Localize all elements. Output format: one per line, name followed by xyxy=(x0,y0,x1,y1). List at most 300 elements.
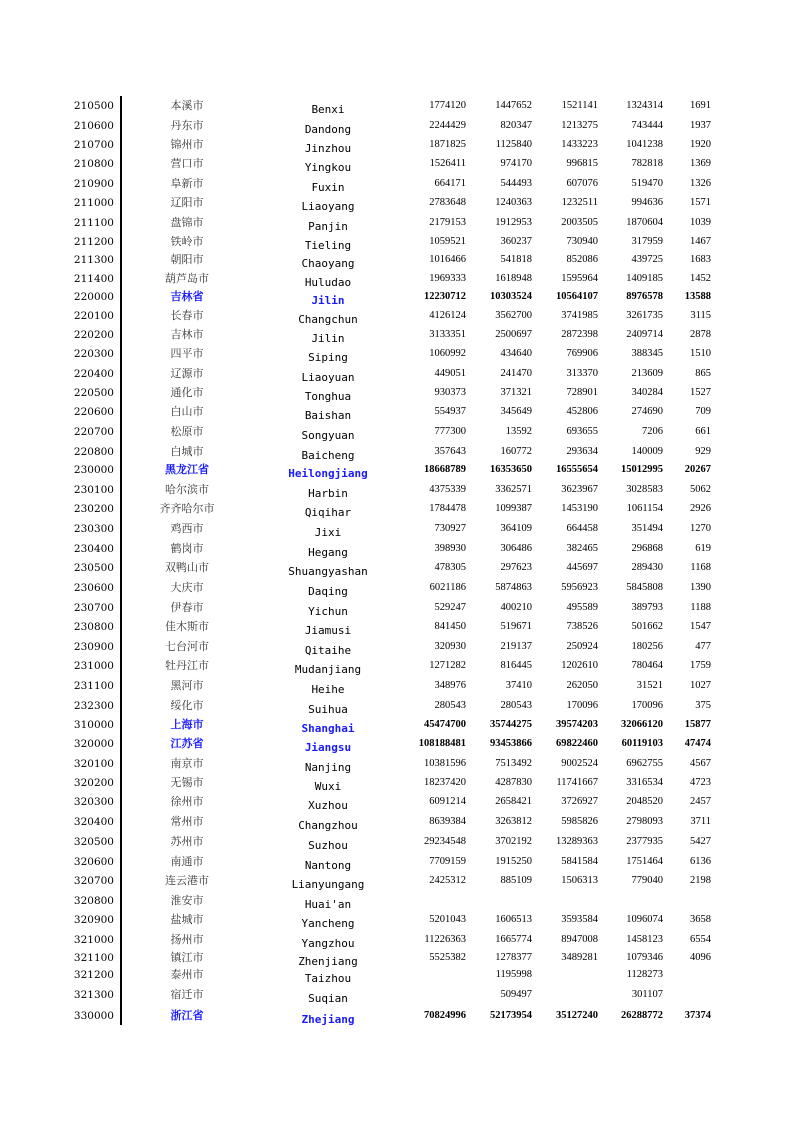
row-value-1: 108188481 xyxy=(418,738,466,749)
row-value-5: 619 xyxy=(695,543,711,554)
row-name-cn: 佳木斯市 xyxy=(165,620,209,633)
row-code: 320100 xyxy=(73,758,114,770)
row-name-en: Heihe xyxy=(311,683,345,696)
row-value-1: 777300 xyxy=(434,426,466,437)
row-code: 220400 xyxy=(73,368,114,380)
row-value-4: 7206 xyxy=(642,426,663,437)
row-value-2: 13592 xyxy=(505,426,532,437)
row-value-1: 6091214 xyxy=(429,796,466,807)
row-value-2: 544493 xyxy=(500,178,532,189)
row-value-4: 1061154 xyxy=(626,503,663,514)
row-value-5: 1691 xyxy=(690,100,711,111)
row-value-3: 1213275 xyxy=(561,120,598,131)
row-value-2: 816445 xyxy=(500,660,532,671)
row-name-cn: 七台河市 xyxy=(165,640,209,653)
row-code: 220300 xyxy=(73,348,114,360)
row-value-4: 1096074 xyxy=(626,914,663,925)
row-value-1: 18237420 xyxy=(424,777,466,788)
row-value-2: 974170 xyxy=(500,158,532,169)
row-code: 320900 xyxy=(73,914,114,926)
row-value-4: 1324314 xyxy=(626,100,663,111)
row-value-3: 2003505 xyxy=(561,217,598,228)
row-name-cn: 通化市 xyxy=(170,386,204,399)
row-value-3: 262050 xyxy=(566,680,598,691)
city-row xyxy=(0,657,794,675)
row-value-3: 5985826 xyxy=(561,816,598,827)
row-value-3: 1202610 xyxy=(561,660,598,671)
row-code: 230500 xyxy=(73,562,114,574)
row-code: 220200 xyxy=(73,329,114,341)
row-value-5: 1326 xyxy=(690,178,711,189)
row-code: 232300 xyxy=(73,700,114,712)
row-value-4: 180256 xyxy=(631,641,663,652)
row-value-5: 2926 xyxy=(690,503,711,514)
row-name-en: Baicheng xyxy=(301,449,355,462)
row-name-cn: 黑龙江省 xyxy=(165,463,209,476)
row-value-5: 1188 xyxy=(690,602,711,613)
row-code: 211000 xyxy=(73,197,114,209)
row-code: 320800 xyxy=(73,895,114,907)
row-name-cn: 伊春市 xyxy=(170,601,204,614)
row-code: 230100 xyxy=(73,484,114,496)
row-code: 310000 xyxy=(73,719,114,731)
row-value-5: 865 xyxy=(695,368,711,379)
row-value-1: 1060992 xyxy=(429,348,466,359)
row-value-3: 11741667 xyxy=(556,777,598,788)
row-value-1: 70824996 xyxy=(424,1010,466,1021)
province-row xyxy=(0,461,794,479)
row-value-5: 1937 xyxy=(690,120,711,131)
row-name-en: Jinzhou xyxy=(304,142,352,155)
row-value-4: 2048520 xyxy=(626,796,663,807)
row-value-2: 306486 xyxy=(500,543,532,554)
row-code: 210500 xyxy=(73,100,114,112)
row-value-5: 1270 xyxy=(690,523,711,534)
row-name-cn: 白山市 xyxy=(170,405,204,418)
row-value-5: 1452 xyxy=(690,273,711,284)
row-value-1: 4375339 xyxy=(429,484,466,495)
row-code: 211300 xyxy=(73,254,114,266)
row-name-cn: 黑河市 xyxy=(170,679,204,692)
row-name-en: Songyuan xyxy=(301,429,355,442)
row-code: 230700 xyxy=(73,602,114,614)
row-value-5: 1920 xyxy=(690,139,711,150)
city-row xyxy=(0,194,794,212)
row-name-en: Jixi xyxy=(314,526,342,539)
row-value-3: 996815 xyxy=(566,158,598,169)
row-name-cn: 鸡西市 xyxy=(170,522,204,535)
city-row xyxy=(0,155,794,173)
row-value-5: 1369 xyxy=(690,158,711,169)
row-name-en: Daqing xyxy=(308,585,348,598)
city-row xyxy=(0,540,794,558)
row-name-en: Suihua xyxy=(308,703,348,716)
row-value-2: 541818 xyxy=(500,254,532,265)
row-value-4: 213609 xyxy=(631,368,663,379)
row-code: 210900 xyxy=(73,178,114,190)
row-value-1: 29234548 xyxy=(424,836,466,847)
city-row xyxy=(0,618,794,636)
city-row xyxy=(0,559,794,577)
row-value-3: 495589 xyxy=(566,602,598,613)
row-name-cn: 辽阳市 xyxy=(170,196,204,209)
row-value-1: 45474700 xyxy=(424,719,466,730)
row-value-5: 2457 xyxy=(690,796,711,807)
row-value-5: 4567 xyxy=(690,758,711,769)
row-value-5: 37374 xyxy=(684,1010,711,1021)
row-name-cn: 丹东市 xyxy=(170,119,204,132)
row-code: 321200 xyxy=(73,969,114,981)
row-name-en: Nanjing xyxy=(304,761,352,774)
row-value-1: 2783648 xyxy=(429,197,466,208)
row-value-5: 6554 xyxy=(690,934,711,945)
row-code: 220100 xyxy=(73,310,114,322)
row-value-2: 3702192 xyxy=(495,836,532,847)
province-row xyxy=(0,735,794,753)
row-value-3: 1453190 xyxy=(561,503,598,514)
row-value-3: 3726927 xyxy=(561,796,598,807)
row-value-5: 1467 xyxy=(690,236,711,247)
row-value-4: 3316534 xyxy=(626,777,663,788)
city-row xyxy=(0,307,794,325)
row-name-en: Dandong xyxy=(304,123,352,136)
city-row xyxy=(0,853,794,871)
row-value-5: 1759 xyxy=(690,660,711,671)
row-name-cn: 辽源市 xyxy=(170,367,204,380)
city-row xyxy=(0,911,794,929)
row-name-en: Zhejiang xyxy=(301,1013,355,1026)
row-name-en: Huai'an xyxy=(304,898,352,911)
row-name-en: Wuxi xyxy=(314,780,342,793)
row-name-cn: 四平市 xyxy=(170,347,204,360)
row-name-cn: 镇江市 xyxy=(170,951,204,964)
row-name-en: Jiangsu xyxy=(304,741,352,754)
city-row xyxy=(0,677,794,695)
row-value-5: 3658 xyxy=(690,914,711,925)
row-name-en: Heilongjiang xyxy=(288,467,368,480)
row-value-1: 3133351 xyxy=(429,329,466,340)
city-row xyxy=(0,638,794,656)
row-name-en: Nantong xyxy=(304,859,352,872)
city-row xyxy=(0,520,794,538)
row-value-1: 449051 xyxy=(434,368,466,379)
row-value-4: 743444 xyxy=(631,120,663,131)
row-value-5: 375 xyxy=(695,700,711,711)
row-value-3: 728901 xyxy=(566,387,598,398)
row-name-en: Suzhou xyxy=(308,839,348,852)
row-name-cn: 上海市 xyxy=(170,718,204,731)
row-name-cn: 长春市 xyxy=(170,309,204,322)
row-name-cn: 江苏省 xyxy=(170,737,204,750)
city-row xyxy=(0,579,794,597)
row-name-en: Changzhou xyxy=(298,819,358,832)
row-value-4: 1079346 xyxy=(626,952,663,963)
row-value-1: 1871825 xyxy=(429,139,466,150)
row-value-5: 5062 xyxy=(690,484,711,495)
row-value-5: 4723 xyxy=(690,777,711,788)
row-value-3: 452806 xyxy=(566,406,598,417)
row-code: 230400 xyxy=(73,543,114,555)
city-row xyxy=(0,443,794,461)
city-row xyxy=(0,755,794,773)
row-value-3: 852086 xyxy=(566,254,598,265)
city-row xyxy=(0,892,794,910)
row-value-2: 371321 xyxy=(500,387,532,398)
row-value-1: 320930 xyxy=(434,641,466,652)
row-value-4: 1128273 xyxy=(626,969,663,980)
row-value-4: 317959 xyxy=(631,236,663,247)
row-value-2: 4287830 xyxy=(495,777,532,788)
city-row xyxy=(0,872,794,890)
row-value-1: 1526411 xyxy=(429,158,466,169)
row-value-3: 16555654 xyxy=(556,464,598,475)
row-name-cn: 吉林市 xyxy=(170,328,204,341)
row-code: 320500 xyxy=(73,836,114,848)
row-value-4: 3261735 xyxy=(626,310,663,321)
row-value-2: 16353650 xyxy=(490,464,532,475)
city-row xyxy=(0,423,794,441)
row-value-2: 1278377 xyxy=(495,952,532,963)
row-value-1: 18668789 xyxy=(424,464,466,475)
row-name-cn: 双鸭山市 xyxy=(165,561,209,574)
row-value-3: 607076 xyxy=(566,178,598,189)
row-code: 211400 xyxy=(73,273,114,285)
row-code: 210800 xyxy=(73,158,114,170)
city-row xyxy=(0,403,794,421)
row-value-4: 2377935 xyxy=(626,836,663,847)
row-value-2: 519671 xyxy=(500,621,532,632)
row-value-2: 10303524 xyxy=(490,291,532,302)
row-code: 230000 xyxy=(73,464,114,476)
row-name-en: Fuxin xyxy=(311,181,345,194)
city-row xyxy=(0,833,794,851)
row-value-4: 1751464 xyxy=(626,856,663,867)
row-code: 321100 xyxy=(73,952,114,964)
row-name-cn: 牡丹江市 xyxy=(165,659,209,672)
row-value-2: 1618948 xyxy=(495,273,532,284)
city-row xyxy=(0,931,794,949)
row-value-4: 1870604 xyxy=(626,217,663,228)
row-name-en: Yingkou xyxy=(304,161,352,174)
row-value-4: 15012995 xyxy=(621,464,663,475)
row-value-1: 554937 xyxy=(434,406,466,417)
row-value-3: 313370 xyxy=(566,368,598,379)
row-value-1: 357643 xyxy=(434,446,466,457)
row-value-1: 1784478 xyxy=(429,503,466,514)
row-value-2: 2500697 xyxy=(495,329,532,340)
row-value-3: 769906 xyxy=(566,348,598,359)
row-value-4: 1409185 xyxy=(626,273,663,284)
row-value-2: 37410 xyxy=(505,680,532,691)
row-name-en: Yangzhou xyxy=(301,937,355,950)
row-value-1: 7709159 xyxy=(429,856,466,867)
row-name-cn: 葫芦岛市 xyxy=(165,272,209,285)
row-name-cn: 南京市 xyxy=(170,757,204,770)
row-name-en: Qiqihar xyxy=(304,506,352,519)
row-name-en: Tieling xyxy=(304,239,352,252)
row-name-cn: 淮安市 xyxy=(170,894,204,907)
row-code: 320400 xyxy=(73,816,114,828)
row-name-en: Jiamusi xyxy=(304,624,352,637)
row-value-2: 160772 xyxy=(500,446,532,457)
row-name-en: Chaoyang xyxy=(301,257,355,270)
row-name-en: Qitaihe xyxy=(304,644,352,657)
row-value-2: 820347 xyxy=(500,120,532,131)
city-row xyxy=(0,233,794,251)
row-value-3: 293634 xyxy=(566,446,598,457)
city-row xyxy=(0,251,794,269)
row-name-en: Zhenjiang xyxy=(298,955,358,968)
city-row xyxy=(0,986,794,1004)
row-value-1: 5525382 xyxy=(429,952,466,963)
row-value-2: 280543 xyxy=(500,700,532,711)
row-value-2: 434640 xyxy=(500,348,532,359)
row-value-4: 140009 xyxy=(631,446,663,457)
row-code: 320000 xyxy=(73,738,114,750)
row-value-4: 439725 xyxy=(631,254,663,265)
row-value-5: 1039 xyxy=(690,217,711,228)
row-value-4: 994636 xyxy=(631,197,663,208)
row-value-1: 6021186 xyxy=(429,582,466,593)
row-value-4: 780464 xyxy=(631,660,663,671)
row-name-cn: 无锡市 xyxy=(170,776,204,789)
row-value-1: 930373 xyxy=(434,387,466,398)
row-name-cn: 松原市 xyxy=(170,425,204,438)
row-name-cn: 扬州市 xyxy=(170,933,204,946)
row-code: 210600 xyxy=(73,120,114,132)
row-value-1: 2244429 xyxy=(429,120,466,131)
row-value-4: 351494 xyxy=(631,523,663,534)
row-value-5: 661 xyxy=(695,426,711,437)
city-row xyxy=(0,345,794,363)
row-name-en: Lianyungang xyxy=(291,878,365,891)
row-value-1: 12230712 xyxy=(424,291,466,302)
row-value-1: 398930 xyxy=(434,543,466,554)
row-name-cn: 盐城市 xyxy=(170,913,204,926)
row-value-2: 5874863 xyxy=(495,582,532,593)
row-value-1: 5201043 xyxy=(429,914,466,925)
row-name-cn: 哈尔滨市 xyxy=(165,483,209,496)
row-value-3: 3489281 xyxy=(561,952,598,963)
city-row xyxy=(0,214,794,232)
row-name-en: Hegang xyxy=(308,546,348,559)
row-value-2: 1915250 xyxy=(495,856,532,867)
row-value-4: 782818 xyxy=(631,158,663,169)
row-value-5: 1027 xyxy=(690,680,711,691)
row-name-cn: 苏州市 xyxy=(170,835,204,848)
province-row xyxy=(0,716,794,734)
row-name-en: Panjin xyxy=(308,220,348,233)
row-value-1: 8639384 xyxy=(429,816,466,827)
row-value-2: 297623 xyxy=(500,562,532,573)
row-value-4: 3028583 xyxy=(626,484,663,495)
row-name-cn: 大庆市 xyxy=(170,581,204,594)
row-value-1: 348976 xyxy=(434,680,466,691)
city-row xyxy=(0,949,794,967)
row-value-2: 1447652 xyxy=(495,100,532,111)
row-value-3: 1521141 xyxy=(561,100,598,111)
row-value-3: 3593584 xyxy=(561,914,598,925)
row-value-3: 1433223 xyxy=(561,139,598,150)
row-name-cn: 连云港市 xyxy=(165,874,209,887)
row-name-en: Huludao xyxy=(304,276,352,289)
city-row xyxy=(0,813,794,831)
row-value-5: 13588 xyxy=(684,291,711,302)
row-name-cn: 营口市 xyxy=(170,157,204,170)
row-code: 230800 xyxy=(73,621,114,633)
row-value-1: 11226363 xyxy=(424,934,466,945)
row-value-5: 4096 xyxy=(690,952,711,963)
row-value-5: 1168 xyxy=(690,562,711,573)
row-code: 320600 xyxy=(73,856,114,868)
row-value-5: 709 xyxy=(695,406,711,417)
row-value-4: 289430 xyxy=(631,562,663,573)
row-value-2: 509497 xyxy=(500,989,532,1000)
row-name-cn: 宿迁市 xyxy=(170,988,204,1001)
row-name-cn: 鹤岗市 xyxy=(170,542,204,555)
row-value-5: 6136 xyxy=(690,856,711,867)
row-value-2: 93453866 xyxy=(490,738,532,749)
row-name-cn: 吉林省 xyxy=(170,290,204,303)
row-value-2: 1240363 xyxy=(495,197,532,208)
city-row xyxy=(0,117,794,135)
row-code: 211200 xyxy=(73,236,114,248)
row-code: 320300 xyxy=(73,796,114,808)
row-value-2: 1125840 xyxy=(495,139,532,150)
row-value-5: 1547 xyxy=(690,621,711,632)
row-code: 321300 xyxy=(73,989,114,1001)
row-value-4: 301107 xyxy=(631,989,663,1000)
row-value-3: 39574203 xyxy=(556,719,598,730)
row-name-cn: 阜新市 xyxy=(170,177,204,190)
row-value-1: 10381596 xyxy=(424,758,466,769)
row-value-2: 2658421 xyxy=(495,796,532,807)
row-value-4: 1041238 xyxy=(626,139,663,150)
row-value-5: 1390 xyxy=(690,582,711,593)
row-name-en: Harbin xyxy=(308,487,348,500)
row-name-en: Shanghai xyxy=(301,722,355,735)
row-value-3: 445697 xyxy=(566,562,598,573)
row-value-5: 15877 xyxy=(684,719,711,730)
row-name-en: Suqian xyxy=(308,992,348,1005)
row-name-en: Liaoyang xyxy=(301,200,355,213)
row-value-4: 2798093 xyxy=(626,816,663,827)
row-name-en: Tonghua xyxy=(304,390,352,403)
row-value-2: 400210 xyxy=(500,602,532,613)
row-name-en: Jilin xyxy=(311,332,345,345)
row-value-3: 250924 xyxy=(566,641,598,652)
city-row xyxy=(0,481,794,499)
row-code: 230600 xyxy=(73,582,114,594)
row-name-en: Siping xyxy=(308,351,348,364)
row-value-4: 2409714 xyxy=(626,329,663,340)
row-value-2: 364109 xyxy=(500,523,532,534)
row-value-3: 730940 xyxy=(566,236,598,247)
row-value-4: 8976578 xyxy=(626,291,663,302)
row-code: 230300 xyxy=(73,523,114,535)
row-value-4: 389793 xyxy=(631,602,663,613)
row-value-5: 2198 xyxy=(690,875,711,886)
row-code: 231100 xyxy=(73,680,114,692)
row-value-1: 529247 xyxy=(434,602,466,613)
row-name-cn: 朝阳市 xyxy=(170,253,204,266)
row-value-4: 1458123 xyxy=(626,934,663,945)
row-code: 210700 xyxy=(73,139,114,151)
row-value-2: 3562700 xyxy=(495,310,532,321)
row-name-en: Liaoyuan xyxy=(301,371,355,384)
row-value-3: 2872398 xyxy=(561,329,598,340)
row-value-2: 7513492 xyxy=(495,758,532,769)
